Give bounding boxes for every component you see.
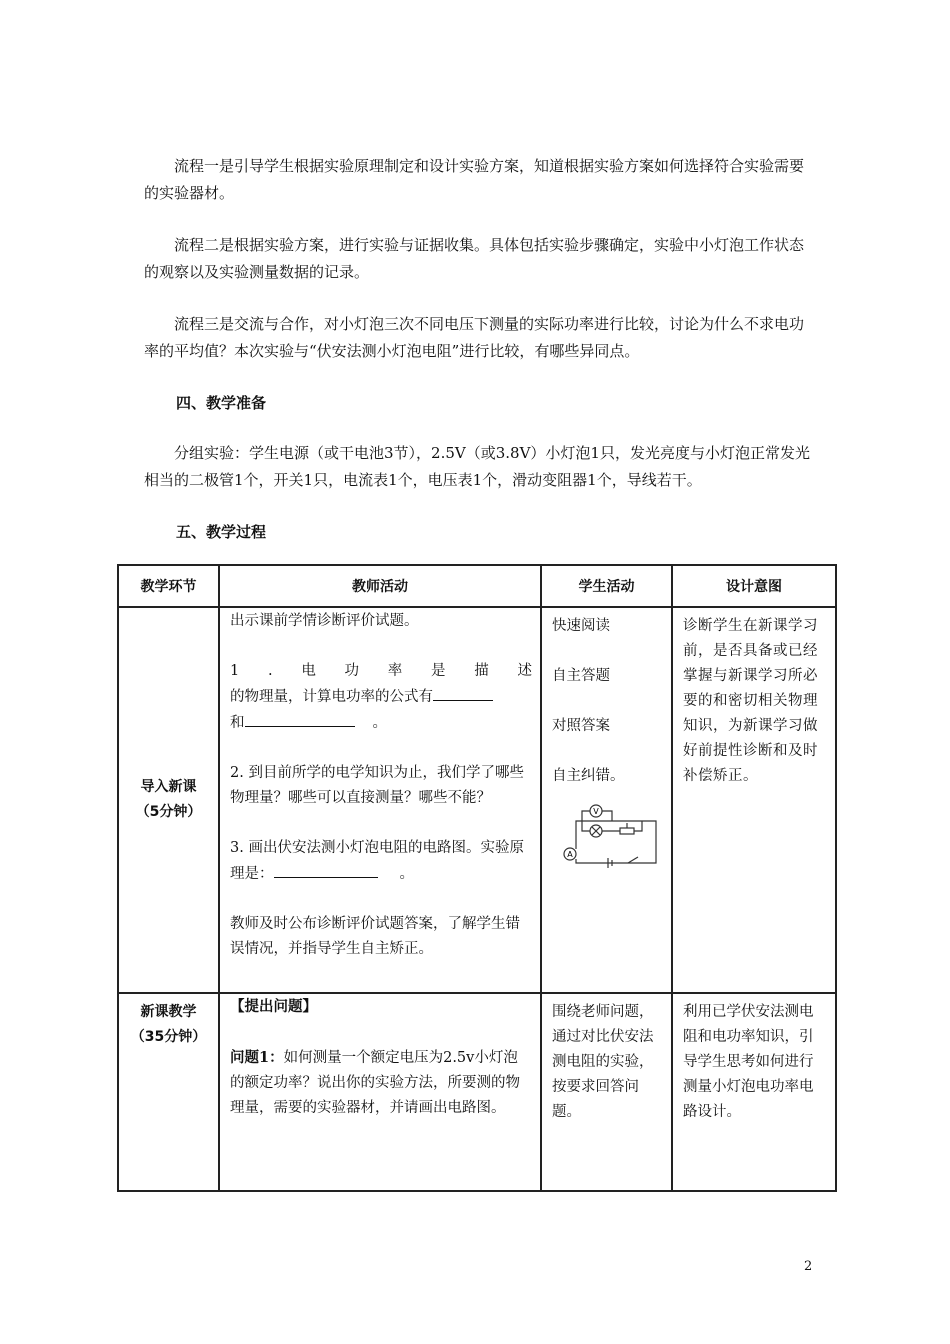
question-3: 3. 画出伏安法测小灯泡电阻的电路图。实验原理是： 。 <box>230 840 524 882</box>
teacher-activity-cell <box>219 993 541 1191</box>
segment-cell <box>118 993 219 1191</box>
section-heading-preparation: 四、教学准备 <box>176 394 267 412</box>
table-row <box>118 607 836 993</box>
segment-duration: （35分钟） <box>130 1029 207 1045</box>
student-step: 快速阅读 <box>552 618 610 634</box>
student-activity-cell <box>541 993 672 1191</box>
paragraph-preparation: 分组实验：学生电源（或干电池3节），2.5V（或3.8V）小灯泡1只，发光亮度与小灯泡正常发光相当的二极管1个，开关1只，电流表1个，电压表1个，滑动变阻器1个，导线若干。 <box>144 444 810 489</box>
teacher-activity-cell <box>219 607 541 993</box>
teacher-intro: 出示课前学情诊断评价试题。 <box>230 613 419 629</box>
question-1-line: 1 . 电 功 率 是 描 述 <box>230 663 532 679</box>
paragraph-process-2: 流程二是根据实验方案，进行实验与证据收集。具体包括实验步骤确定，实验中小灯泡工作状态的观察以及实验测量数据的记录。 <box>144 236 805 281</box>
answer-blank <box>245 710 355 727</box>
student-activity-cell <box>541 607 672 993</box>
voltmeter-label: V <box>593 807 599 816</box>
student-activity-text: 围绕老师问题，通过对比伏安法测电阻的实验，按要求回答问题。 <box>552 1004 654 1120</box>
student-step: 自主纠错。 <box>552 768 625 784</box>
teaching-process-table <box>117 564 837 1192</box>
page-number: 2 <box>804 1259 813 1274</box>
student-step: 对照答案 <box>552 718 610 734</box>
segment-duration: （5分钟） <box>135 804 202 820</box>
design-intent-text: 诊断学生在新课学习前，是否具备或已经掌握与新课学习所必要的和密切相关物理知识，为新课学习做好前提性诊断和及时补偿矫正。 <box>683 618 818 784</box>
teacher-heading: 【提出问题】 <box>230 999 317 1015</box>
question-1-line-3: 和 。 <box>230 710 532 736</box>
question-1-line-2: 的物理量，计算电功率的公式有 <box>230 684 532 710</box>
teacher-outro: 教师及时公布诊断评价试题答案，了解学生错误情况，并指导学生自主矫正。 <box>230 916 520 957</box>
question-problem-1: 问题1：如何测量一个额定电压为2.5v小灯泡的额定功率？说出你的实验方法，所要测的物理量，需要的实验器材，并请画出电路图。 <box>230 1049 520 1116</box>
circuit-wire <box>576 821 656 863</box>
circuit-diagram <box>556 801 664 871</box>
section-heading-process: 五、教学过程 <box>176 523 267 541</box>
table-row <box>118 993 836 1191</box>
design-intent-text: 利用已学伏安法测电阻和电功率知识，引导学生思考如何进行测量小灯泡电功率电路设计。 <box>683 1004 814 1120</box>
question-2: 2. 到目前所学的电学知识为止，我们学了哪些物理量？哪些可以直接测量？哪些不能？ <box>230 765 524 806</box>
design-intent-cell <box>672 607 836 993</box>
table-header-row <box>118 565 836 607</box>
answer-blank <box>274 861 378 878</box>
header-teacher: 教师活动 <box>219 565 541 607</box>
circuit-wire <box>634 821 642 831</box>
circuit-wire <box>582 811 590 821</box>
circuit-wire <box>602 811 612 821</box>
segment-cell <box>118 607 219 993</box>
ammeter-label: A <box>567 850 573 859</box>
header-segment: 教学环节 <box>118 565 219 607</box>
segment-title: 导入新课 <box>140 779 197 795</box>
paragraph-process-1: 流程一是引导学生根据实验原理制定和设计实验方案，知道根据实验方案如何选择符合实验需要的实验器材。 <box>144 157 805 202</box>
design-intent-cell <box>672 993 836 1191</box>
circuit-wire <box>582 821 590 831</box>
segment-title: 新课教学 <box>140 1004 197 1020</box>
switch-icon <box>628 857 638 863</box>
rheostat-icon <box>620 828 634 834</box>
student-step: 自主答题 <box>552 668 610 684</box>
answer-blank <box>433 684 493 701</box>
header-design: 设计意图 <box>672 565 836 607</box>
paragraph-process-3: 流程三是交流与合作，对小灯泡三次不同电压下测量的实际功率进行比较，讨论为什么不求电功率的平均值？本次实验与“伏安法测小灯泡电阻”进行比较，有哪些异同点。 <box>144 315 805 360</box>
header-student: 学生活动 <box>541 565 672 607</box>
